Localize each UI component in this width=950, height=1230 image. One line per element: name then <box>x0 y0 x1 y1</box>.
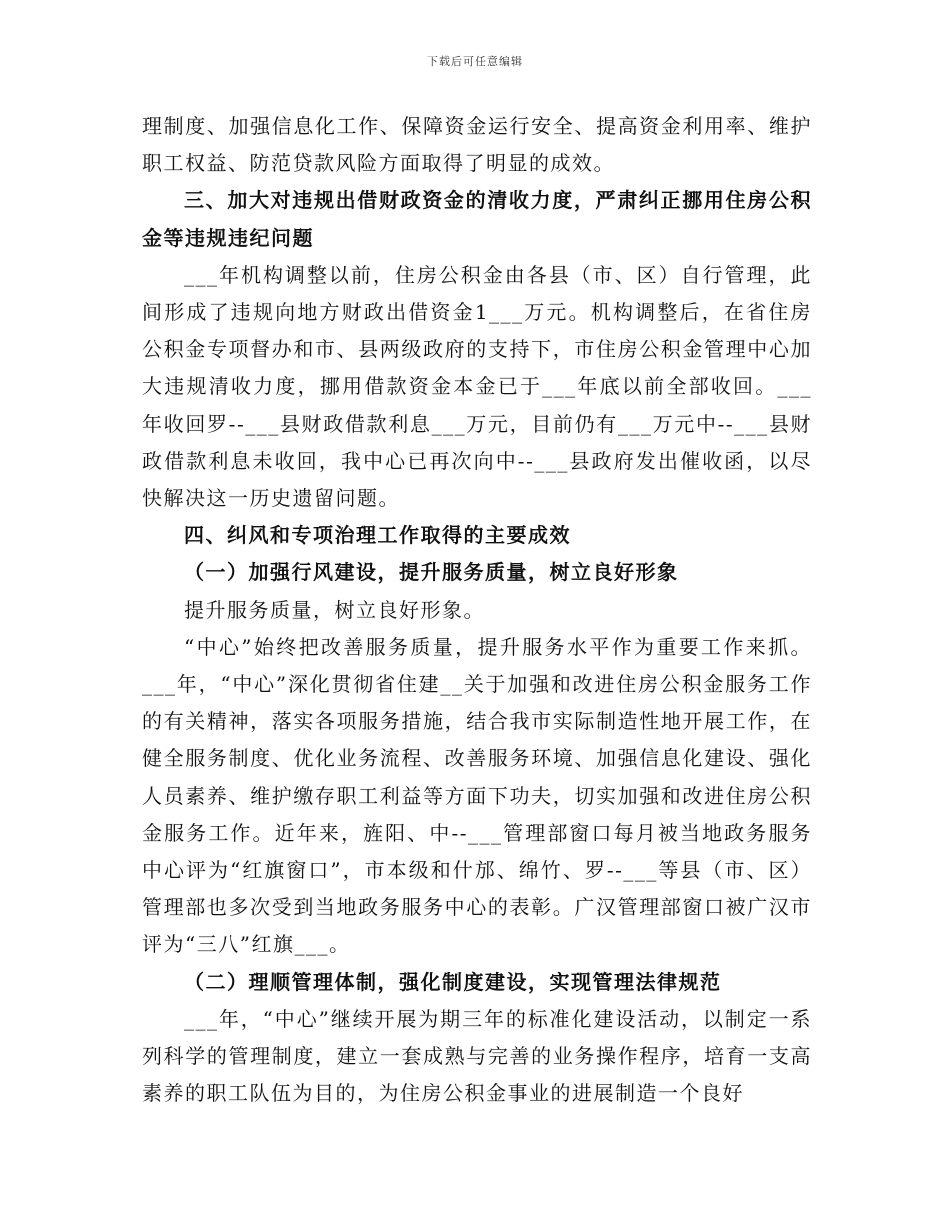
paragraph-center-service: “中心”始终把改善服务质量，提升服务水平作为重要工作来抓。___年，“中心”深化贯彻省住建__关于加强和改进住房公积金服务工作的有关精神，落实各项服务措施，结合我市实际制造性地开展工作，在健全服务制度、优化业务流程、改善服务环境、加强信息化建设、强化人员素养、维护缴存职工利益等方面下功夫，切实加强和改进住房公积金服务工作。近年来，旌阳、中--___管理部窗口每月被当地政务服务中心评为“红旗窗口”，市本级和什邡、绵竹、罗--___等县（市、区）管理部也多次受到当地政务服务中心的表彰。广汉管理部窗口被广汉市评为“三八”红旗___。 <box>142 634 812 957</box>
paragraph-continuation: 理制度、加强信息化工作、保障资金运行安全、提高资金利用率、维护职工权益、防范贷款风险方面取得了明显的成效。 <box>142 114 812 176</box>
subsection-heading-4-2: （二）理顺管理体制，强化制度建设，实现管理法律规范 <box>184 969 722 994</box>
section-heading-4: 四、纠风和专项治理工作取得的主要成效 <box>184 523 571 548</box>
document-body <box>142 108 812 1112</box>
paragraph-service-quality: 提升服务质量，树立良好形象。 <box>184 597 485 622</box>
paragraph-fund-recovery: ___年机构调整以前，住房公积金由各县（市、区）自行管理，此间形成了违规向地方财政出借资金1___万元。机构调整后，在省住房公积金专项督办和市、县两级政府的支持下，市住房公积金管理中心加大违规清收力度，挪用借款资金本金已于___年底以前全部收回。___年收回罗--___县财政借款利息___万元，目前仍有___万元中--___县财政借款利息未收回，我中心已再次向中--___县政府发出催收函，以尽快解决这一历史遗留问题。 <box>142 262 812 511</box>
subsection-heading-4-1: （一）加强行风建设，提升服务质量，树立良好形象 <box>184 560 679 585</box>
page-header-note: 下载后可任意编辑 <box>427 55 523 68</box>
paragraph-standardization: ___年，“中心”继续开展为期三年的标准化建设活动，以制定一系列科学的管理制度，建立一套成熟与完善的业务操作程序，培育一支高素养的职工队伍为目的，为住房公积金事业的进展制造一个良好 <box>142 1006 812 1106</box>
section-heading-3: 三、加大对违规出借财政资金的清收力度，严肃纠正挪用住房公积金等违规违纪问题 <box>142 188 812 250</box>
